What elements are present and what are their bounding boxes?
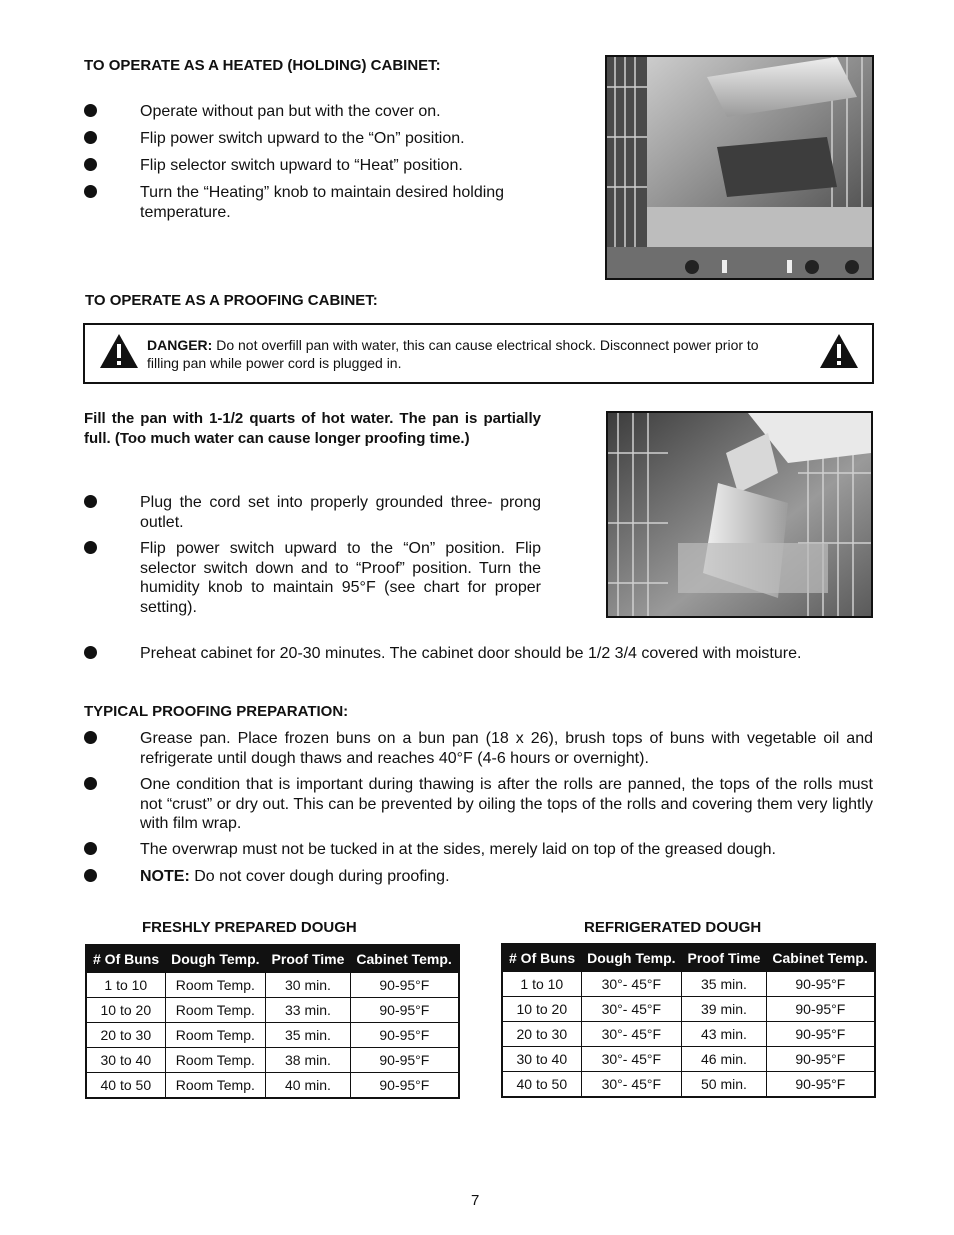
table-cell: 90-95°F [350, 973, 458, 998]
table-cell: 90-95°F [350, 1073, 458, 1099]
table-cell: Room Temp. [165, 1073, 265, 1099]
table-cell: 90-95°F [350, 1048, 458, 1073]
column-header: Proof Time [266, 945, 351, 973]
danger-text: DANGER: Do not overfill pan with water, this can cause electrical shock. Disconnect power prior to filling pan while power cord is plugged in. [147, 337, 759, 371]
column-header: Cabinet Temp. [350, 945, 458, 973]
table-cell: 90-95°F [766, 1022, 874, 1047]
table-cell: 35 min. [682, 972, 767, 997]
table-cell: 20 to 30 [86, 1023, 165, 1048]
proofing-heading: TO OPERATE AS A PROOFING CABINET: [85, 292, 378, 309]
refrigerated-dough-table [501, 943, 876, 1098]
column-header: Cabinet Temp. [766, 944, 874, 972]
bullet-icon [84, 158, 97, 171]
fresh-table-title: FRESHLY PREPARED DOUGH [142, 919, 357, 936]
table-cell: 35 min. [266, 1023, 351, 1048]
table-row [502, 972, 875, 997]
table-cell: 1 to 10 [86, 973, 165, 998]
table-cell: 10 to 20 [86, 998, 165, 1023]
column-header: # Of Buns [86, 945, 165, 973]
table-cell: 30 min. [266, 973, 351, 998]
table-cell: 30°- 45°F [581, 997, 681, 1022]
column-header: # Of Buns [502, 944, 581, 972]
table-cell: 30°- 45°F [581, 1022, 681, 1047]
refrigerated-table-title: REFRIGERATED DOUGH [584, 919, 762, 936]
page-number: 7 [471, 1192, 480, 1209]
table-cell: 90-95°F [766, 972, 874, 997]
fresh-dough-table [85, 944, 460, 1099]
table-cell: 50 min. [682, 1072, 767, 1098]
note-text: NOTE: Do not cover dough during proofing. [140, 868, 450, 885]
column-header: Proof Time [682, 944, 767, 972]
heated-heading: TO OPERATE AS A HEATED (HOLDING) CABINET: [84, 57, 441, 74]
table-header-row [86, 945, 459, 973]
table-cell: Room Temp. [165, 1023, 265, 1048]
table-cell: Room Temp. [165, 973, 265, 998]
fill-instruction: Fill the pan with 1-1/2 quarts of hot water. The pan is partially full. (Too much water can cause longer proofing time.) [84, 410, 541, 447]
table-row [86, 998, 459, 1023]
table-cell: 1 to 10 [502, 972, 581, 997]
table-row [502, 1022, 875, 1047]
bullet-icon [84, 495, 97, 508]
table-cell: 10 to 20 [502, 997, 581, 1022]
bullet-icon [84, 777, 97, 790]
table-cell: 40 to 50 [86, 1073, 165, 1099]
cabinet-cover-photo [605, 55, 874, 280]
table-cell: Room Temp. [165, 1048, 265, 1073]
table-cell: 30°- 45°F [581, 1047, 681, 1072]
table-cell: 30 to 40 [86, 1048, 165, 1073]
table-header-row [502, 944, 875, 972]
table-row [502, 1047, 875, 1072]
filling-pan-photo [606, 411, 873, 618]
table-cell: 43 min. [682, 1022, 767, 1047]
table-cell: 30 to 40 [502, 1047, 581, 1072]
bullet-icon [84, 731, 97, 744]
bullet-icon [84, 185, 97, 198]
table-cell: 90-95°F [350, 998, 458, 1023]
table-cell: 90-95°F [766, 1072, 874, 1098]
table-cell: 30°- 45°F [581, 1072, 681, 1098]
table-cell: 90-95°F [766, 1047, 874, 1072]
table-row [502, 1072, 875, 1098]
table-row [502, 997, 875, 1022]
table-cell: 40 to 50 [502, 1072, 581, 1098]
table-row [86, 1023, 459, 1048]
bullet-icon [84, 131, 97, 144]
table-row [86, 1048, 459, 1073]
typical-heading: TYPICAL PROOFING PREPARATION: [84, 703, 349, 720]
table-cell: 90-95°F [350, 1023, 458, 1048]
table-cell: 33 min. [266, 998, 351, 1023]
table-row [86, 1073, 459, 1099]
column-header: Dough Temp. [165, 945, 265, 973]
table-cell: 20 to 30 [502, 1022, 581, 1047]
table-cell: 40 min. [266, 1073, 351, 1099]
bullet-icon [84, 842, 97, 855]
table-cell: 90-95°F [766, 997, 874, 1022]
warning-triangle-icon [819, 333, 859, 369]
bullet-icon [84, 869, 97, 882]
table-cell: 30°- 45°F [581, 972, 681, 997]
bullet-icon [84, 104, 97, 117]
bullet-icon [84, 541, 97, 554]
table-cell: Room Temp. [165, 998, 265, 1023]
table-cell: 39 min. [682, 997, 767, 1022]
danger-warning-box [83, 323, 874, 384]
table-cell: 46 min. [682, 1047, 767, 1072]
bullet-icon [84, 646, 97, 659]
table-cell: 38 min. [266, 1048, 351, 1073]
table-row [86, 973, 459, 998]
column-header: Dough Temp. [581, 944, 681, 972]
warning-triangle-icon [99, 333, 139, 369]
